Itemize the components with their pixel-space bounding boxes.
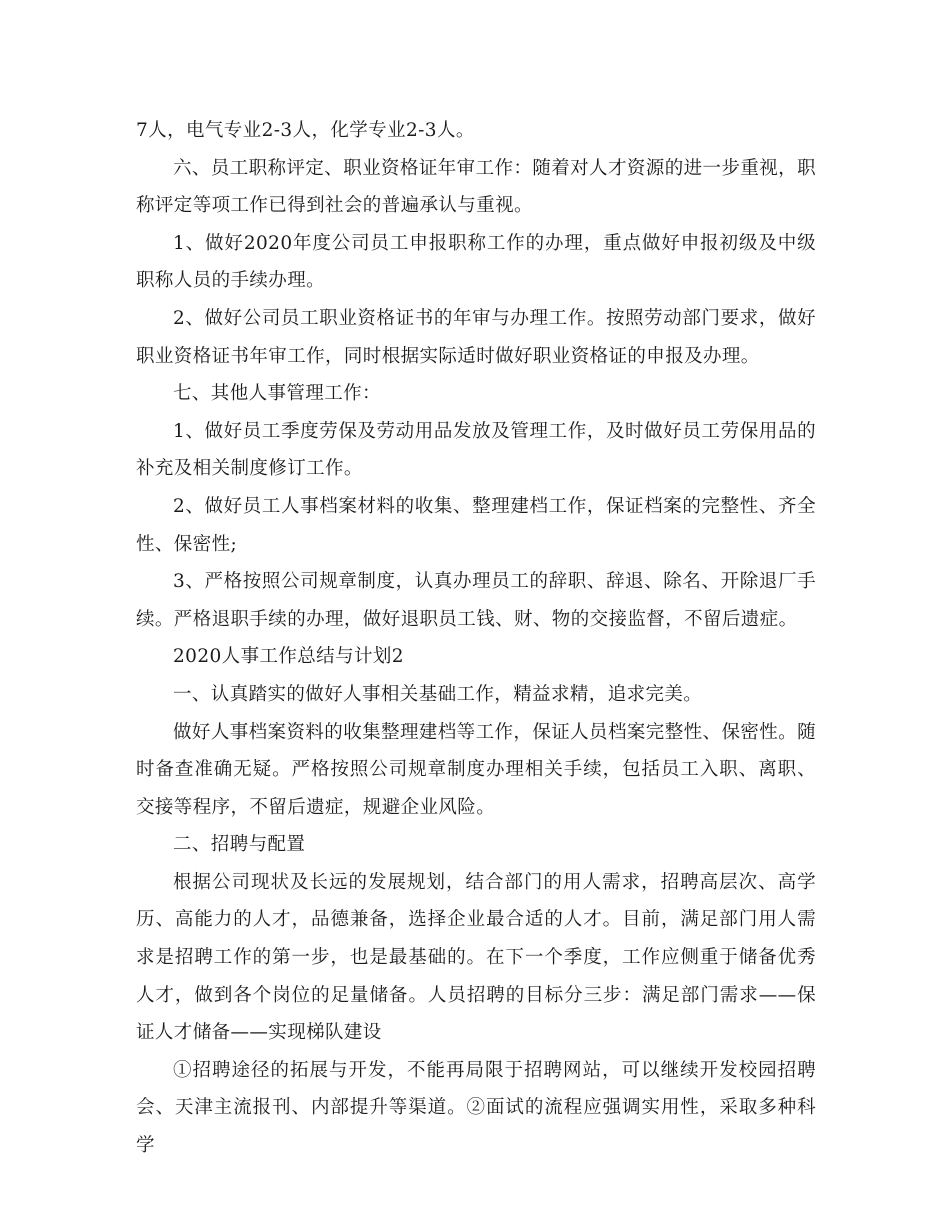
list-item-paragraph: 3、严格按照公司规章制度，认真办理员工的辞职、辞退、除名、开除退厂手续。严格退职手续的办理，做好退职员工钱、财、物的交接监督，不留后遗症。 [136, 571, 816, 630]
list-item-paragraph: 1、做好员工季度劳保及劳动用品发放及管理工作，及时做好员工劳保用品的补充及相关制度修订工作。 [136, 420, 816, 480]
list-item-paragraph: 2、做好员工人事档案材料的收集、整理建档工作，保证档案的完整性、齐全性、保密性; [136, 495, 816, 555]
document-subtitle: 2020人事工作总结与计划2 [173, 646, 404, 668]
paragraph-continuation: 7人，电气专业2-3人，化学专业2-3人。 [136, 120, 475, 141]
body-paragraph: 根据公司现状及长远的发展规划，结合部门的用人需求，招聘高层次、高学历、高能力的人才，品德兼备，选择企业最合适的人才。目前，满足部门用人需求是招聘工作的第一步，也是最基础的。在下一个季度，工作应侧重于储备优秀人才，做到各个岗位的足量储备。人员招聘的目标分三步：满足部门需求——保证人才储备——实现梯队建设 [136, 871, 816, 1044]
body-paragraph: 做好人事档案资料的收集整理建档等工作，保证人员档案完整性、保密性。随时备查准确无疑。严格按照公司规章制度办理相关手续，包括员工入职、离职、交接等程序，不留后遗症，规避企业风险。 [136, 721, 816, 818]
section-heading-six: 六、员工职称评定、职业资格证年审工作：随着对人才资源的进一步重视，职称评定等项工作已得到社会的普遍承认与重视。 [136, 157, 816, 217]
document-page [136, 112, 816, 1165]
list-item-paragraph: 2、做好公司员工职业资格证书的年审与办理工作。按照劳动部门要求，做好职业资格证书年审工作，同时根据实际适时做好职业资格证的申报及办理。 [136, 307, 816, 367]
section-heading-one: 一、认真踏实的做好人事相关基础工作，精益求精，追求完美。 [173, 683, 703, 705]
section-heading-two: 二、招聘与配置 [173, 834, 306, 856]
body-paragraph: ①招聘途径的拓展与开发，不能再局限于招聘网站，可以继续开发校园招聘会、天津主流报刊、内部提升等渠道。②面试的流程应强调实用性，采取多种科学 [136, 1059, 816, 1157]
section-heading-seven: 七、其他人事管理工作： [173, 383, 381, 405]
list-item-paragraph: 1、做好2020年度公司员工申报职称工作的办理，重点做好申报初级及中级职称人员的手续办理。 [136, 232, 816, 292]
